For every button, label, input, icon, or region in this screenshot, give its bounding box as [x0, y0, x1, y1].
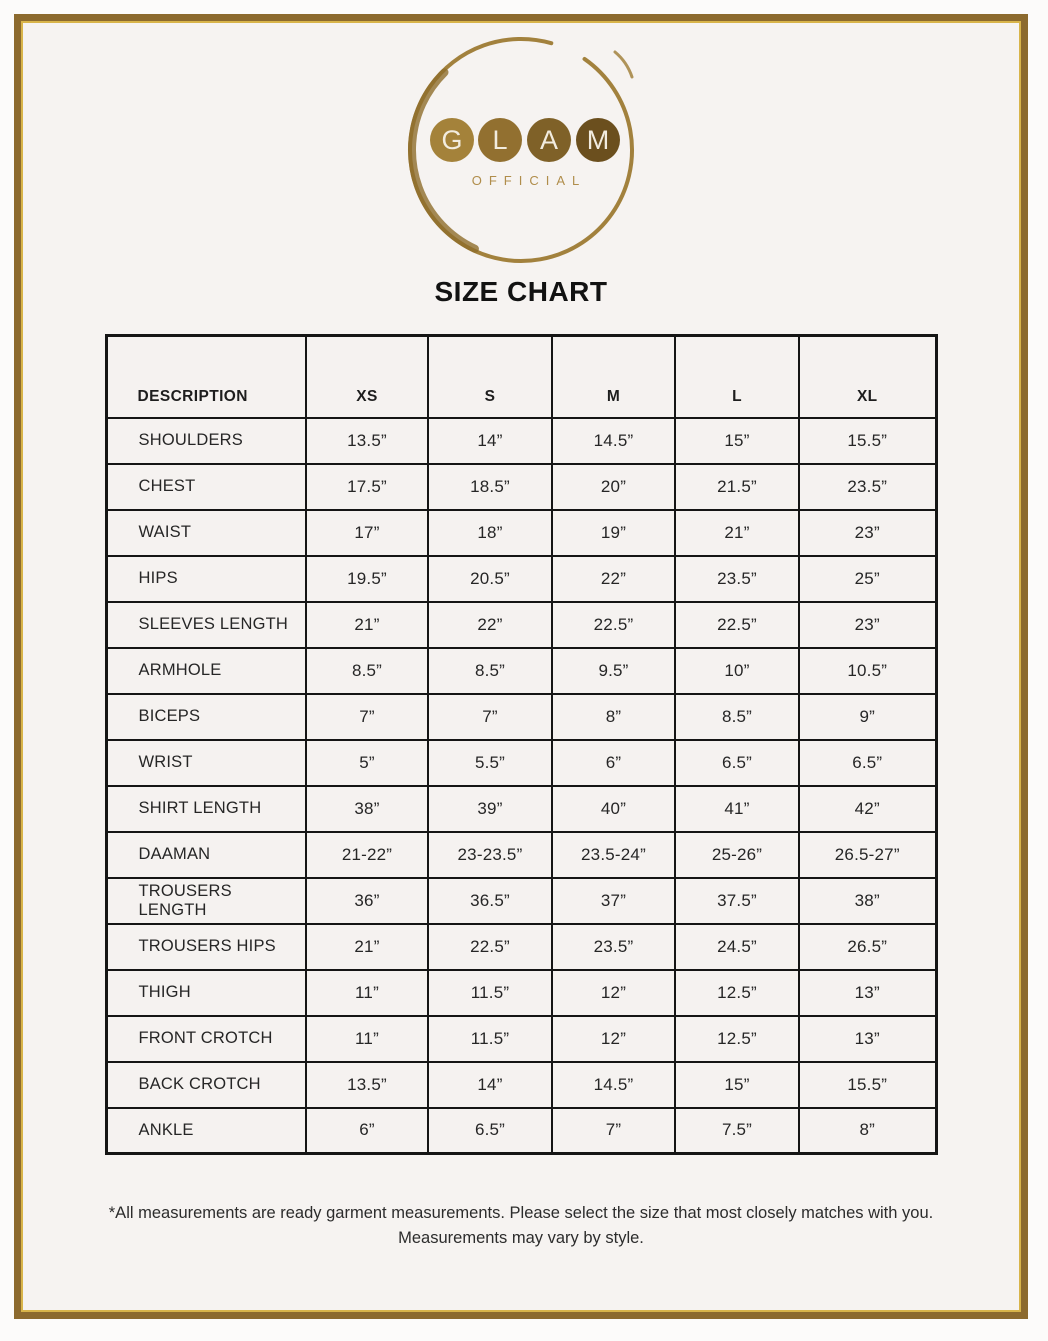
size-value: 12.5” — [675, 970, 799, 1016]
size-value: 25-26” — [675, 832, 799, 878]
size-value: 15” — [675, 1062, 799, 1108]
size-value: 15” — [675, 418, 799, 464]
size-value: 25” — [799, 556, 936, 602]
size-value: 11” — [306, 970, 428, 1016]
size-value: 6” — [306, 1108, 428, 1154]
size-value: 17.5” — [306, 464, 428, 510]
row-label: TROUSERS LENGTH — [106, 878, 306, 924]
size-value: 5” — [306, 740, 428, 786]
size-value: 6.5” — [675, 740, 799, 786]
size-value: 23.5” — [799, 464, 936, 510]
size-value: 18.5” — [428, 464, 552, 510]
size-value: 22” — [552, 556, 675, 602]
size-value: 7” — [552, 1108, 675, 1154]
row-label: FRONT CROTCH — [106, 1016, 306, 1062]
size-value: 24.5” — [675, 924, 799, 970]
size-value: 11.5” — [428, 970, 552, 1016]
size-value: 36.5” — [428, 878, 552, 924]
page-frame — [14, 14, 1028, 1319]
size-value: 13” — [799, 1016, 936, 1062]
table-row — [106, 878, 936, 924]
size-value: 39” — [428, 786, 552, 832]
column-header-xs: XS — [306, 336, 428, 418]
column-header-description: DESCRIPTION — [106, 336, 306, 418]
brand-logo — [23, 32, 1019, 268]
row-label: THIGH — [106, 970, 306, 1016]
brand-subtitle: OFFICIAL — [471, 173, 587, 188]
size-value: 18” — [428, 510, 552, 556]
brand-letter: L — [492, 125, 508, 155]
size-value: 23.5” — [675, 556, 799, 602]
size-value: 20.5” — [428, 556, 552, 602]
row-label: CHEST — [106, 464, 306, 510]
footnote-line-2: Measurements may vary by style. — [398, 1229, 644, 1247]
table-row — [106, 786, 936, 832]
size-value: 9” — [799, 694, 936, 740]
size-value: 8” — [799, 1108, 936, 1154]
size-value: 22.5” — [552, 602, 675, 648]
table-row — [106, 602, 936, 648]
size-value: 19” — [552, 510, 675, 556]
footnote-line-1: *All measurements are ready garment measurements. Please select the size that most closely matches with you. — [108, 1204, 934, 1222]
column-header-l: L — [675, 336, 799, 418]
size-value: 7” — [428, 694, 552, 740]
size-value: 19.5” — [306, 556, 428, 602]
row-label: ANKLE — [106, 1108, 306, 1154]
size-value: 11” — [306, 1016, 428, 1062]
size-value: 21” — [675, 510, 799, 556]
table-row — [106, 464, 936, 510]
row-label: ARMHOLE — [106, 648, 306, 694]
row-label: TROUSERS HIPS — [106, 924, 306, 970]
table-row — [106, 1016, 936, 1062]
size-value: 22.5” — [675, 602, 799, 648]
table-row — [106, 832, 936, 878]
logo-ring-flick-icon — [615, 52, 632, 77]
size-value: 6” — [552, 740, 675, 786]
row-label: SHIRT LENGTH — [106, 786, 306, 832]
brand-letter: A — [539, 125, 559, 155]
size-value: 26.5-27” — [799, 832, 936, 878]
size-value: 17” — [306, 510, 428, 556]
table-row — [106, 510, 936, 556]
brand-letter: M — [586, 125, 610, 155]
row-label: SHOULDERS — [106, 418, 306, 464]
size-value: 23-23.5” — [428, 832, 552, 878]
size-value: 23.5-24” — [552, 832, 675, 878]
table-row — [106, 740, 936, 786]
table-header-row — [106, 336, 936, 418]
size-value: 8.5” — [306, 648, 428, 694]
footnote — [23, 1201, 1019, 1251]
size-value: 26.5” — [799, 924, 936, 970]
size-value: 40” — [552, 786, 675, 832]
size-value: 8.5” — [675, 694, 799, 740]
size-value: 37.5” — [675, 878, 799, 924]
size-value: 13” — [799, 970, 936, 1016]
size-value: 15.5” — [799, 418, 936, 464]
glam-logo-icon — [403, 32, 639, 268]
size-value: 21” — [306, 602, 428, 648]
column-header-xl: XL — [799, 336, 936, 418]
size-value: 23” — [799, 602, 936, 648]
size-value: 21.5” — [675, 464, 799, 510]
size-chart-table — [105, 334, 938, 1155]
page-frame-inner — [21, 21, 1021, 1312]
size-value: 22” — [428, 602, 552, 648]
size-value: 20” — [552, 464, 675, 510]
table-row — [106, 418, 936, 464]
size-value: 22.5” — [428, 924, 552, 970]
size-value: 12.5” — [675, 1016, 799, 1062]
size-value: 10.5” — [799, 648, 936, 694]
size-value: 7.5” — [675, 1108, 799, 1154]
size-value: 13.5” — [306, 418, 428, 464]
size-value: 36” — [306, 878, 428, 924]
size-value: 13.5” — [306, 1062, 428, 1108]
row-label: DAAMAN — [106, 832, 306, 878]
size-value: 12” — [552, 970, 675, 1016]
row-label: SLEEVES LENGTH — [106, 602, 306, 648]
size-value: 23.5” — [552, 924, 675, 970]
page-title: SIZE CHART — [434, 276, 608, 307]
size-value: 11.5” — [428, 1016, 552, 1062]
table-row — [106, 1108, 936, 1154]
size-value: 6.5” — [799, 740, 936, 786]
size-value: 14.5” — [552, 418, 675, 464]
size-value: 7” — [306, 694, 428, 740]
row-label: WAIST — [106, 510, 306, 556]
column-header-m: M — [552, 336, 675, 418]
column-header-s: S — [428, 336, 552, 418]
size-value: 14” — [428, 418, 552, 464]
size-value: 38” — [799, 878, 936, 924]
size-value: 14.5” — [552, 1062, 675, 1108]
size-value: 37” — [552, 878, 675, 924]
table-row — [106, 1062, 936, 1108]
size-value: 23” — [799, 510, 936, 556]
size-value: 42” — [799, 786, 936, 832]
table-row — [106, 694, 936, 740]
row-label: HIPS — [106, 556, 306, 602]
size-value: 8.5” — [428, 648, 552, 694]
size-value: 10” — [675, 648, 799, 694]
row-label: BICEPS — [106, 694, 306, 740]
table-row — [106, 648, 936, 694]
size-value: 21” — [306, 924, 428, 970]
size-value: 14” — [428, 1062, 552, 1108]
size-value: 38” — [306, 786, 428, 832]
size-value: 8” — [552, 694, 675, 740]
row-label: BACK CROTCH — [106, 1062, 306, 1108]
size-value: 21-22” — [306, 832, 428, 878]
size-value: 41” — [675, 786, 799, 832]
table-row — [106, 970, 936, 1016]
table-row — [106, 556, 936, 602]
brand-letter: G — [441, 125, 463, 155]
size-value: 6.5” — [428, 1108, 552, 1154]
size-table-body — [106, 418, 936, 1154]
row-label: WRIST — [106, 740, 306, 786]
size-value: 9.5” — [552, 648, 675, 694]
size-value: 15.5” — [799, 1062, 936, 1108]
size-value: 5.5” — [428, 740, 552, 786]
size-value: 12” — [552, 1016, 675, 1062]
table-row — [106, 924, 936, 970]
